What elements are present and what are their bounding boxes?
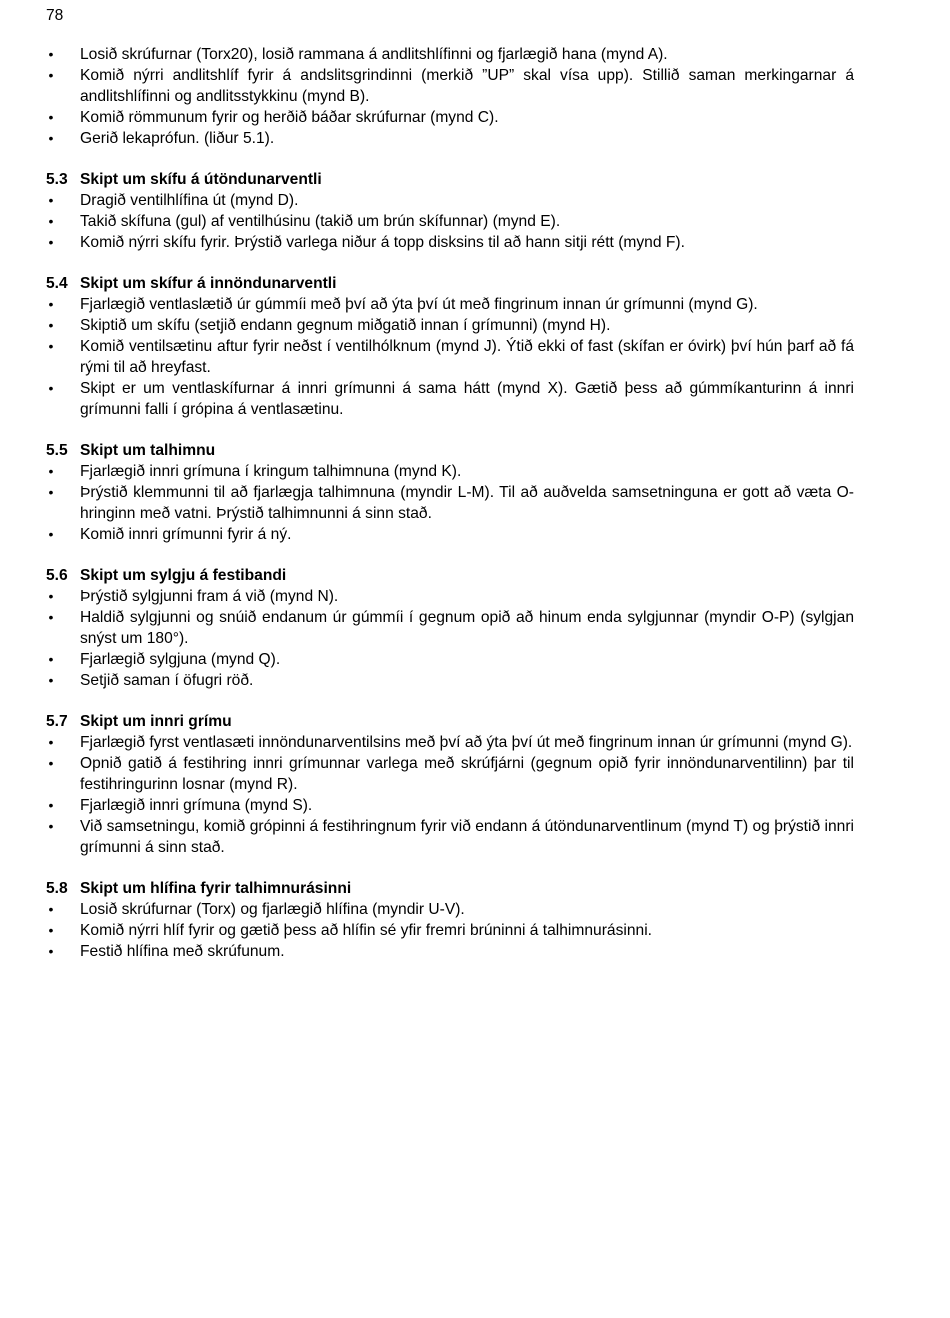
bullet-icon: •: [48, 338, 54, 354]
bullet-icon: •: [48, 526, 54, 542]
section-list: [46, 294, 854, 420]
list-item-text: Dragið ventilhlífina út (mynd D).: [80, 192, 299, 209]
section-number: 5.8: [46, 880, 68, 897]
list-item-text: Fjarlægið ventlaslætið úr gúmmíi með því að ýta því út með fingrinum innan úr grímunni (mynd G).: [80, 296, 758, 313]
list-item-text: Komið ventilsætinu aftur fyrir neðst í ventilhólknum (mynd J). Ýtið ekki of fast (skífan er óvirk) því hún þarf að fá rými til að hreyfast.: [80, 338, 854, 376]
bullet-icon: •: [48, 67, 54, 83]
list-item: [46, 190, 854, 211]
bullet-icon: •: [48, 755, 54, 771]
list-item: [46, 482, 854, 524]
bullet-icon: •: [48, 797, 54, 813]
section-list: [46, 899, 854, 962]
list-item-text: Þrýstið klemmunni til að fjarlægja talhimnuna (myndir L-M). Til að auðvelda samsetninguna er gott að væta O-hringinn með vatni. Þrýstið talhimnunni á sinn stað.: [80, 484, 854, 522]
list-item: [46, 899, 854, 920]
bullet-icon: •: [48, 901, 54, 917]
bullet-icon: •: [48, 130, 54, 146]
section-list: [46, 586, 854, 691]
section-title: Skipt um hlífina fyrir talhimnurásinni: [80, 880, 352, 897]
list-item: [46, 732, 854, 753]
section-5-5: [46, 440, 854, 545]
page-number: 78: [46, 7, 64, 24]
list-item-text: Losið skrúfurnar (Torx20), losið rammana á andlitshlífinni og fjarlægið hana (mynd A).: [80, 46, 668, 63]
section-title: Skipt um innri grímu: [80, 713, 232, 730]
list-item: [46, 920, 854, 941]
section-number: 5.5: [46, 442, 68, 459]
list-item: [46, 378, 854, 420]
list-item: [46, 294, 854, 315]
section-5-6: [46, 565, 854, 691]
bullet-icon: •: [48, 651, 54, 667]
list-item-text: Þrýstið sylgjunni fram á við (mynd N).: [80, 588, 339, 605]
list-item-text: Fjarlægið fyrst ventlasæti innöndunarventilsins með því að ýta því út með fingrinum innan úr grímunni (mynd G).: [80, 734, 853, 751]
list-item: [46, 336, 854, 378]
list-item-text: Skiptið um skífu (setjið endann gegnum miðgatið innan í grímunni) (mynd H).: [80, 317, 611, 334]
bullet-icon: •: [48, 818, 54, 834]
list-item-text: Komið nýrri skífu fyrir. Þrýstið varlega niður á topp disksins til að hann sitji rétt (mynd F).: [80, 234, 685, 251]
intro-list: [46, 44, 854, 149]
bullet-icon: •: [48, 609, 54, 625]
bullet-icon: •: [48, 672, 54, 688]
list-item: [46, 65, 854, 107]
list-item-text: Komið nýrri andlitshlíf fyrir á andslitsgrindinni (merkið ”UP” skal vísa upp). Stillið saman merkingarnar á andlitshlífinni og andlitsstykkinu (mynd B).: [80, 67, 854, 105]
list-item-text: Fjarlægið innri grímuna (mynd S).: [80, 797, 313, 814]
section-heading: [46, 440, 854, 461]
list-item: [46, 753, 854, 795]
list-item-text: Festið hlífina með skrúfunum.: [80, 943, 285, 960]
bullet-icon: •: [48, 317, 54, 333]
section-title: Skipt um sylgju á festibandi: [80, 567, 287, 584]
section-number: 5.3: [46, 171, 68, 188]
section-number: 5.4: [46, 275, 68, 292]
bullet-icon: •: [48, 943, 54, 959]
list-item: [46, 816, 854, 858]
list-item: [46, 586, 854, 607]
section-5-7: [46, 711, 854, 858]
section-number: 5.7: [46, 713, 68, 730]
list-item: [46, 649, 854, 670]
section-list: [46, 190, 854, 253]
section-5-8: [46, 878, 854, 962]
list-item-text: Takið skífuna (gul) af ventilhúsinu (takið um brún skífunnar) (mynd E).: [80, 213, 561, 230]
bullet-icon: •: [48, 484, 54, 500]
list-item: [46, 107, 854, 128]
list-item-text: Við samsetningu, komið grópinni á festihringnum fyrir við endann á útöndunarventlinum (mynd T) og þrýstið innri grímunni á sinn stað.: [80, 818, 854, 856]
section-5-3: [46, 169, 854, 253]
section-heading: [46, 711, 854, 732]
bullet-icon: •: [48, 296, 54, 312]
section-list: [46, 732, 854, 858]
document-body: [46, 44, 854, 962]
list-item-text: Komið innri grímunni fyrir á ný.: [80, 526, 292, 543]
list-item-text: Gerið lekaprófun. (liður 5.1).: [80, 130, 275, 147]
section-title: Skipt um skífu á útöndunarventli: [80, 171, 322, 188]
bullet-icon: •: [48, 380, 54, 396]
section-title: Skipt um skífur á innöndunarventli: [80, 275, 337, 292]
bullet-icon: •: [48, 734, 54, 750]
list-item-text: Skipt er um ventlaskífurnar á innri grímunni á sama hátt (mynd X). Gætið þess að gúmmíkanturinn á innri grímunni falli í grópina á ventlasætinu.: [80, 380, 854, 418]
section-title: Skipt um talhimnu: [80, 442, 216, 459]
list-item-text: Fjarlægið sylgjuna (mynd Q).: [80, 651, 281, 668]
bullet-icon: •: [48, 109, 54, 125]
section-heading: [46, 169, 854, 190]
list-item-text: Losið skrúfurnar (Torx) og fjarlægið hlífina (myndir U-V).: [80, 901, 465, 918]
bullet-icon: •: [48, 213, 54, 229]
list-item: [46, 795, 854, 816]
list-item-text: Setjið saman í öfugri röð.: [80, 672, 254, 689]
section-heading: [46, 565, 854, 586]
list-item-text: Opnið gatið á festihring innri grímunnar varlega með skrúfjárni (gegnum opið fyrir innöndunarventilinn) þar til festihringurinn losnar (mynd R).: [80, 755, 854, 793]
bullet-icon: •: [48, 46, 54, 62]
list-item-text: Komið nýrri hlíf fyrir og gætið þess að hlífin sé yfir fremri brúninni á talhimnurásinni.: [80, 922, 652, 939]
list-item: [46, 461, 854, 482]
list-item: [46, 44, 854, 65]
list-item: [46, 524, 854, 545]
bullet-icon: •: [48, 234, 54, 250]
bullet-icon: •: [48, 922, 54, 938]
list-item-text: Haldið sylgjunni og snúið endanum úr gúmmíi í gegnum opið að hinum enda sylgjunnar (myndir O-P) (sylgjan snýst um 180°).: [80, 609, 854, 647]
section-5-4: [46, 273, 854, 420]
list-item: [46, 941, 854, 962]
section-list: [46, 461, 854, 545]
list-item: [46, 315, 854, 336]
sections-container: [46, 169, 854, 962]
list-item: [46, 128, 854, 149]
bullet-icon: •: [48, 463, 54, 479]
list-item: [46, 670, 854, 691]
list-item-text: Komið römmunum fyrir og herðið báðar skrúfurnar (mynd C).: [80, 109, 499, 126]
list-item: [46, 211, 854, 232]
section-heading: [46, 273, 854, 294]
list-item-text: Fjarlægið innri grímuna í kringum talhimnuna (mynd K).: [80, 463, 462, 480]
bullet-icon: •: [48, 588, 54, 604]
list-item: [46, 607, 854, 649]
bullet-icon: •: [48, 192, 54, 208]
section-heading: [46, 878, 854, 899]
list-item: [46, 232, 854, 253]
section-number: 5.6: [46, 567, 68, 584]
